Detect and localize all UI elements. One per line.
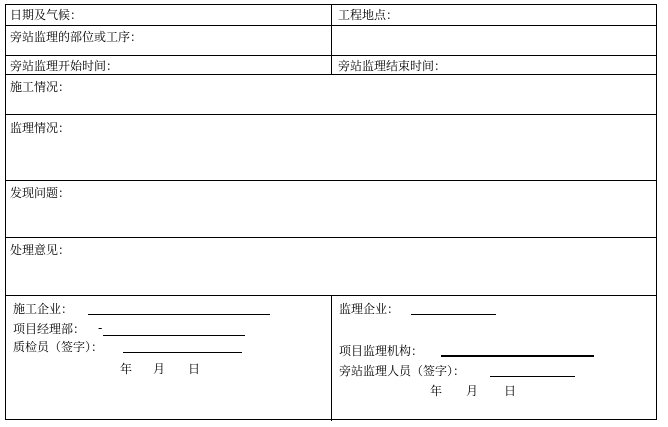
left-year-label: 年: [120, 362, 133, 376]
right-year-label: 年: [430, 384, 443, 398]
supervision-staff-label: 旁站监理人员（签字）：: [339, 364, 466, 378]
position-process-label: 旁站监理的部位或工序：: [10, 30, 143, 44]
supervision-company-label: 监理企业：: [339, 302, 400, 316]
divider-top: [331, 5, 332, 75]
supervision-company-line: [411, 314, 496, 315]
handling-label: 处理意见：: [10, 243, 71, 257]
qc-signature-label: 质检员（签字）：: [13, 340, 104, 354]
construction-label: 施工情况：: [10, 80, 71, 94]
supervision-org-label: 项目监理机构：: [339, 344, 424, 358]
row-construction: [6, 75, 656, 115]
project-manager-line: [103, 335, 245, 336]
left-day-label: 日: [188, 362, 201, 376]
row-problems: [6, 181, 656, 238]
start-time-label: 旁站监理开始时间：: [10, 59, 119, 73]
location-label: 工程地点：: [338, 8, 399, 22]
construction-company-label: 施工企业：: [13, 302, 74, 316]
end-time-label: 旁站监理结束时间：: [338, 59, 447, 73]
right-day-label: 日: [504, 384, 517, 398]
project-manager-dash: -: [98, 321, 103, 335]
supervision-staff-line: [490, 376, 575, 377]
row-handling: [6, 238, 656, 296]
supervision-label: 监理情况：: [10, 121, 71, 135]
construction-company-line: [88, 314, 270, 315]
date-weather-label: 日期及气候：: [10, 8, 83, 22]
row-supervision: [6, 115, 656, 181]
supervision-org-line: [441, 355, 594, 357]
qc-signature-line: [123, 352, 242, 353]
supervision-record-form: [5, 4, 657, 420]
right-month-label: 月: [466, 384, 479, 398]
divider-bottom: [331, 296, 332, 421]
problems-label: 发现问题：: [10, 186, 71, 200]
left-month-label: 月: [153, 362, 166, 376]
project-manager-dept-label: 项目经理部：: [13, 322, 86, 336]
